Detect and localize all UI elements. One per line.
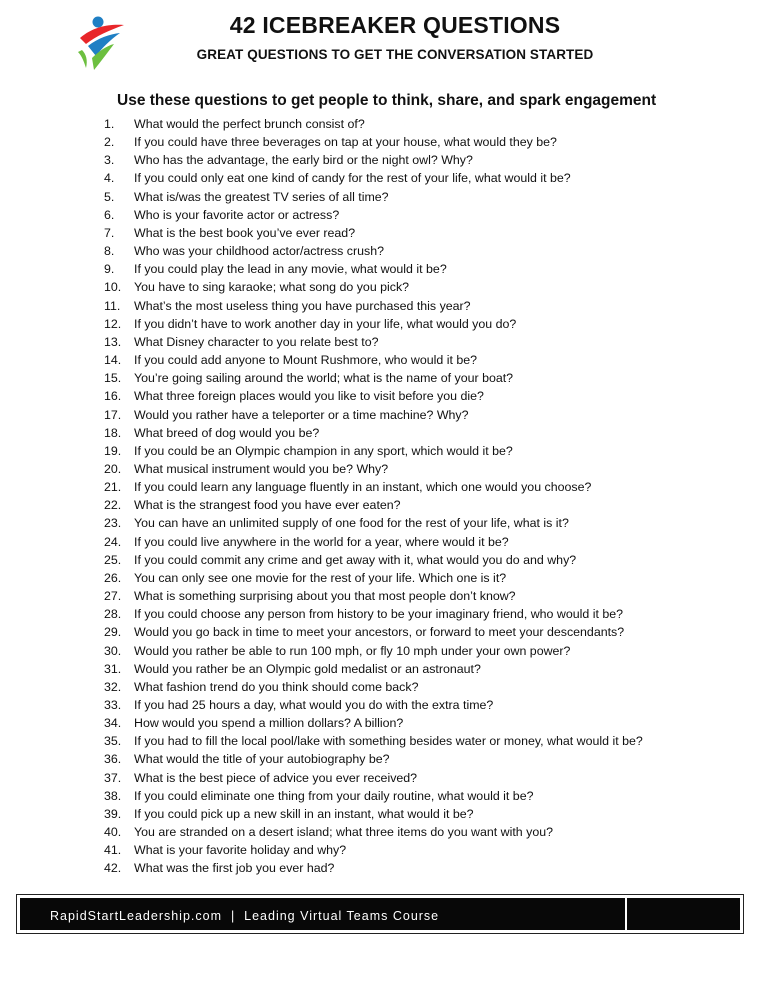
question-number: 39. bbox=[104, 806, 122, 821]
question-list bbox=[104, 115, 643, 878]
question-item bbox=[104, 115, 643, 133]
question-text: Who was your childhood actor/actress crush? bbox=[134, 244, 384, 259]
question-item bbox=[104, 841, 643, 859]
question-item bbox=[104, 260, 643, 278]
question-item bbox=[104, 297, 643, 315]
question-number: 22. bbox=[104, 498, 122, 513]
question-item bbox=[104, 188, 643, 206]
question-text: You have to sing karaoke; what song do you pick? bbox=[134, 280, 410, 295]
question-item bbox=[104, 696, 643, 714]
question-item bbox=[104, 660, 643, 678]
footer-divider bbox=[625, 898, 627, 930]
question-number: 8. bbox=[104, 244, 115, 259]
question-number: 31. bbox=[104, 661, 122, 676]
question-text: If you had to fill the local pool/lake with something besides water or money, what would it be? bbox=[134, 734, 643, 749]
question-number: 19. bbox=[104, 443, 122, 458]
question-text: You can have an unlimited supply of one food for the rest of your life, what is it? bbox=[134, 516, 569, 531]
question-text: If you could pick up a new skill in an instant, what would it be? bbox=[134, 806, 474, 821]
question-text: If you could commit any crime and get away with it, what would you do and why? bbox=[134, 552, 577, 567]
question-item bbox=[104, 224, 643, 242]
question-text: Would you go back in time to meet your ancestors, or forward to meet your descendants? bbox=[134, 625, 625, 640]
question-text: You’re going sailing around the world; what is the name of your boat? bbox=[134, 371, 514, 386]
question-text: If you could learn any language fluently in an instant, which one would you choose? bbox=[134, 480, 592, 495]
question-number: 27. bbox=[104, 589, 122, 604]
question-text: If you could choose any person from history to be your imaginary friend, who would it be? bbox=[134, 607, 624, 622]
question-item bbox=[104, 514, 643, 532]
question-number: 30. bbox=[104, 643, 122, 658]
question-number: 12. bbox=[104, 316, 122, 331]
question-text: What is the strangest food you have ever eaten? bbox=[134, 498, 401, 513]
question-item bbox=[104, 533, 643, 551]
question-number: 29. bbox=[104, 625, 122, 640]
footer-bar bbox=[20, 898, 740, 930]
question-number: 26. bbox=[104, 570, 122, 585]
intro-heading: Use these questions to get people to think, share, and spark engagement bbox=[117, 92, 657, 109]
question-text: You can only see one movie for the rest of your life. Which one is it? bbox=[134, 570, 507, 585]
document-subtitle: GREAT QUESTIONS TO GET THE CONVERSATION STARTED bbox=[196, 47, 594, 62]
question-item bbox=[104, 424, 643, 442]
question-number: 4. bbox=[104, 171, 115, 186]
question-number: 33. bbox=[104, 698, 122, 712]
question-text: If you could be an Olympic champion in any sport, which would it be? bbox=[134, 443, 513, 458]
question-text: What is/was the greatest TV series of all time? bbox=[134, 189, 389, 204]
question-number: 24. bbox=[104, 534, 122, 549]
question-text: How would you spend a million dollars? A billion? bbox=[134, 716, 404, 731]
question-item bbox=[104, 587, 643, 605]
question-text: What musical instrument would you be? Why? bbox=[134, 461, 389, 476]
question-item bbox=[104, 678, 643, 696]
question-item bbox=[104, 242, 643, 260]
question-number: 25. bbox=[104, 552, 122, 567]
question-item bbox=[104, 387, 643, 405]
question-number: 1. bbox=[104, 117, 115, 131]
footer-text: RapidStartLeadership.com | Leading Virtual Teams Course bbox=[50, 909, 440, 923]
question-number: 34. bbox=[104, 716, 122, 731]
question-number: 17. bbox=[104, 407, 122, 422]
question-item bbox=[104, 442, 643, 460]
question-text: What fashion trend do you think should come back? bbox=[134, 679, 419, 694]
question-item bbox=[104, 278, 643, 296]
question-text: If you could play the lead in any movie, what would it be? bbox=[134, 262, 447, 277]
question-item bbox=[104, 351, 643, 369]
question-text: If you could live anywhere in the world for a year, where would it be? bbox=[134, 534, 509, 549]
footer-banner bbox=[16, 894, 744, 934]
question-number: 41. bbox=[104, 843, 122, 858]
question-number: 3. bbox=[104, 153, 115, 168]
question-number: 2. bbox=[104, 135, 115, 150]
question-number: 36. bbox=[104, 752, 122, 767]
question-item bbox=[104, 206, 643, 224]
question-number: 18. bbox=[104, 425, 122, 440]
question-number: 28. bbox=[104, 607, 122, 622]
question-item bbox=[104, 750, 643, 768]
question-text: If you didn’t have to work another day in your life, what would you do? bbox=[134, 316, 517, 331]
question-number: 37. bbox=[104, 770, 122, 785]
question-item bbox=[104, 623, 643, 641]
question-item bbox=[104, 769, 643, 787]
question-text: If you could eliminate one thing from your daily routine, what would it be? bbox=[134, 788, 534, 803]
question-text: What three foreign places would you like to visit before you die? bbox=[134, 389, 484, 404]
question-text: What’s the most useless thing you have purchased this year? bbox=[134, 298, 471, 313]
question-item bbox=[104, 478, 643, 496]
question-number: 20. bbox=[104, 461, 122, 476]
question-item bbox=[104, 714, 643, 732]
question-text: If you could have three beverages on tap at your house, what would they be? bbox=[134, 135, 557, 150]
question-number: 9. bbox=[104, 262, 115, 277]
question-item bbox=[104, 642, 643, 660]
document-title: 42 ICEBREAKER QUESTIONS bbox=[229, 12, 561, 38]
question-item bbox=[104, 805, 643, 823]
question-item bbox=[104, 732, 643, 750]
question-item bbox=[104, 133, 643, 151]
question-number: 21. bbox=[104, 480, 122, 495]
question-item bbox=[104, 406, 643, 424]
question-text: What is the best book you’ve ever read? bbox=[134, 225, 356, 240]
question-item bbox=[104, 369, 643, 387]
question-item bbox=[104, 551, 643, 569]
question-text: Who has the advantage, the early bird or the night owl? Why? bbox=[134, 153, 473, 168]
question-item bbox=[104, 859, 643, 877]
question-item bbox=[104, 315, 643, 333]
question-number: 16. bbox=[104, 389, 122, 404]
question-item bbox=[104, 460, 643, 478]
question-text: Would you rather have a teleporter or a time machine? Why? bbox=[134, 407, 469, 422]
question-item bbox=[104, 605, 643, 623]
question-item bbox=[104, 823, 643, 841]
question-text: If you could add anyone to Mount Rushmore, who would it be? bbox=[134, 353, 478, 368]
question-item bbox=[104, 496, 643, 514]
question-number: 6. bbox=[104, 207, 115, 222]
question-text: Would you rather be able to run 100 mph, or fly 10 mph under your own power? bbox=[134, 643, 571, 658]
question-number: 10. bbox=[104, 280, 122, 295]
question-number: 14. bbox=[104, 353, 122, 368]
question-text: If you had 25 hours a day, what would you do with the extra time? bbox=[134, 698, 494, 712]
question-text: What would the title of your autobiography be? bbox=[134, 752, 390, 767]
question-item bbox=[104, 787, 643, 805]
question-text: What Disney character to you relate best to? bbox=[134, 334, 379, 349]
question-item bbox=[104, 169, 643, 187]
question-number: 40. bbox=[104, 825, 122, 840]
question-text: What is the best piece of advice you ever received? bbox=[134, 770, 418, 785]
question-text: You are stranded on a desert island; what three items do you want with you? bbox=[134, 825, 554, 840]
question-text: Would you rather be an Olympic gold medalist or an astronaut? bbox=[134, 661, 481, 676]
question-number: 23. bbox=[104, 516, 122, 531]
question-number: 13. bbox=[104, 334, 122, 349]
question-item bbox=[104, 151, 643, 169]
question-number: 38. bbox=[104, 788, 122, 803]
question-number: 35. bbox=[104, 734, 122, 749]
question-number: 11. bbox=[104, 298, 121, 313]
question-text: What was the first job you ever had? bbox=[134, 861, 335, 876]
question-text: What is your favorite holiday and why? bbox=[134, 843, 347, 858]
question-item bbox=[104, 333, 643, 351]
question-text: What is something surprising about you that most people don’t know? bbox=[134, 589, 516, 604]
question-text: What breed of dog would you be? bbox=[134, 425, 320, 440]
question-item bbox=[104, 569, 643, 587]
question-number: 15. bbox=[104, 371, 122, 386]
question-number: 32. bbox=[104, 679, 122, 694]
question-number: 5. bbox=[104, 189, 115, 204]
question-number: 42. bbox=[104, 861, 122, 876]
question-text: What would the perfect brunch consist of? bbox=[134, 117, 365, 131]
question-text: If you could only eat one kind of candy for the rest of your life, what would it be? bbox=[134, 171, 571, 186]
question-text: Who is your favorite actor or actress? bbox=[134, 207, 340, 222]
question-number: 7. bbox=[104, 225, 115, 240]
